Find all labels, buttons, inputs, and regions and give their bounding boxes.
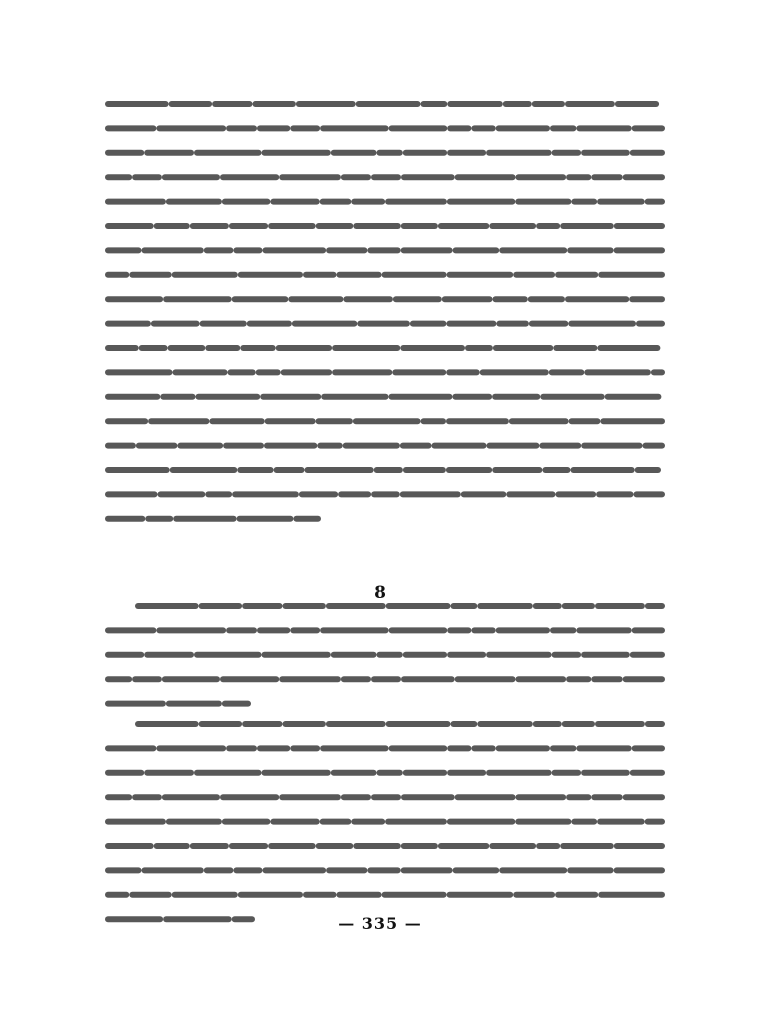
section-number: 8 — [374, 583, 386, 603]
page-number: — 335 — — [338, 914, 422, 933]
